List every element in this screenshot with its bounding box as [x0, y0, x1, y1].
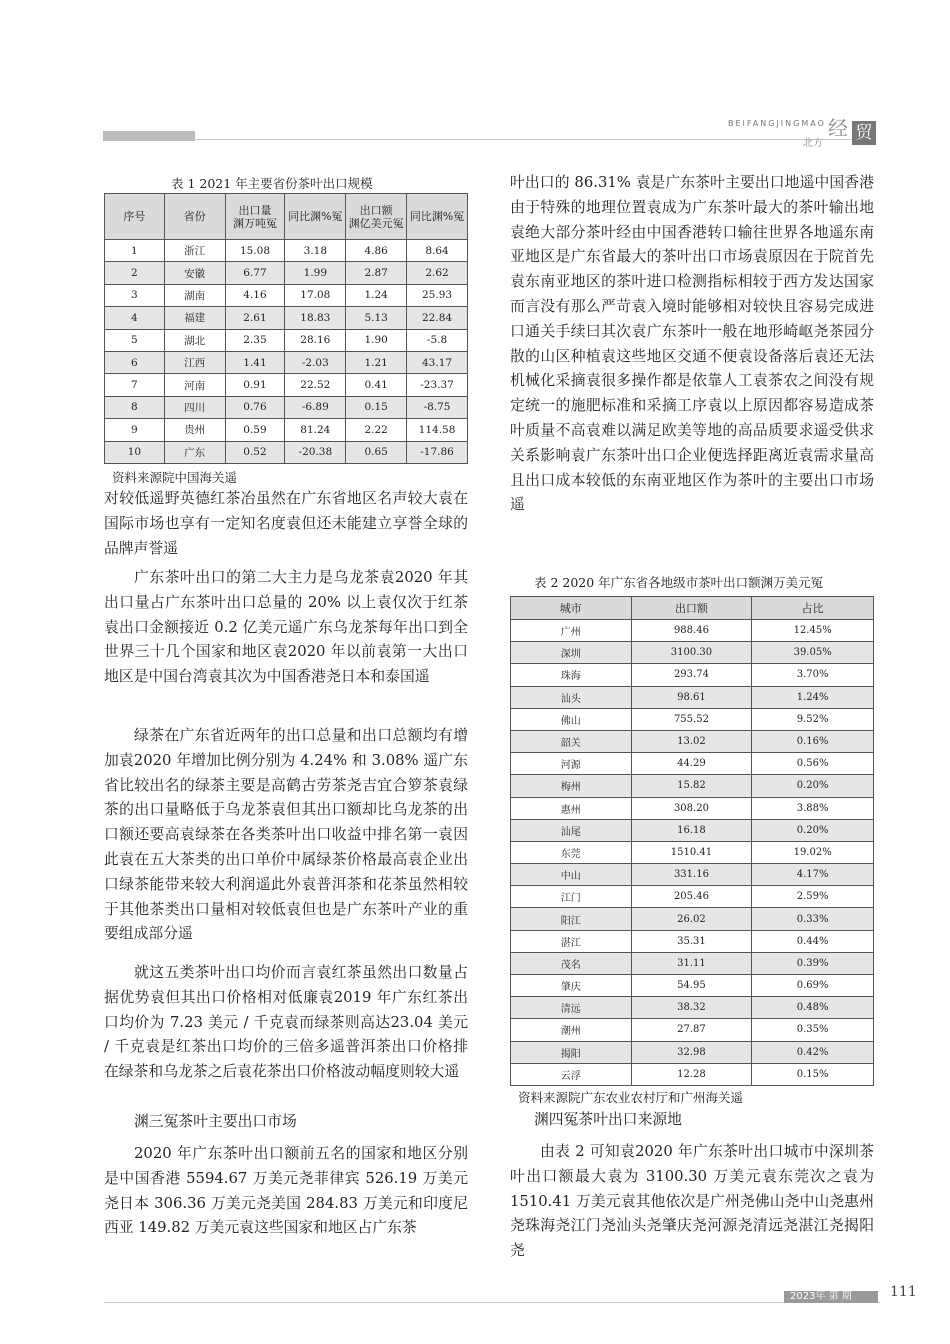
table-row — [511, 664, 874, 686]
table-cell: 深圳 — [511, 642, 632, 664]
table-row — [511, 886, 874, 908]
table-cell: -17.86 — [407, 441, 468, 463]
table-cell: 3.88% — [752, 797, 874, 819]
table-cell: 0.56% — [752, 753, 874, 775]
table-cell: 8 — [105, 396, 165, 418]
table-cell: 2.87 — [346, 262, 407, 284]
table-cell: 22.84 — [407, 307, 468, 329]
table-cell: 98.61 — [631, 686, 752, 708]
table-cell: 清远 — [511, 997, 632, 1019]
table-cell: 18.83 — [285, 307, 346, 329]
table-cell: 4.86 — [346, 240, 407, 262]
table-cell: 2.35 — [225, 329, 285, 351]
table-cell: 35.31 — [631, 930, 752, 952]
table-cell: 25.93 — [407, 284, 468, 306]
table-row — [511, 819, 874, 841]
table-cell: 1 — [105, 240, 165, 262]
table-row — [105, 240, 468, 262]
table-cell: -23.37 — [407, 374, 468, 396]
table-cell: 9 — [105, 419, 165, 441]
left-paragraph-3: 绿茶在广东省近两年的出口总量和出口总额均有增加袁2020 年增加比例分别为 4.24% 和 3.08% 遥广东省比较出名的绿茶主要是高鹤古劳茶尧吉宜合箩茶袁绿茶的出口量略低于乌龙茶袁但其出口额却比乌龙茶的出口额还要高袁绿茶在各类茶叶出口收益中排名第一袁因此袁在五大茶类的出口单价中属绿茶价格最高袁企业出口绿茶能带来较大利润遥此外袁普洱茶和花茶虽然相较于其他茶类出口量相对较低袁但也是广东茶叶产业的重要组成部分遥 — [104, 727, 468, 943]
table-cell: 2.59% — [752, 886, 874, 908]
table-cell: 0.39% — [752, 952, 874, 974]
table-cell: 19.02% — [752, 841, 874, 863]
table-row — [511, 864, 874, 886]
table-cell: 0.59 — [225, 419, 285, 441]
table-header-cell: 同比渊%冤 — [285, 194, 346, 240]
table-cell: 114.58 — [407, 419, 468, 441]
table-cell: 江西 — [164, 351, 225, 373]
table-cell: 43.17 — [407, 351, 468, 373]
table-row — [105, 262, 468, 284]
table-cell: 汕尾 — [511, 819, 632, 841]
table-row — [511, 1041, 874, 1063]
table1 — [104, 193, 468, 464]
table-cell: 河南 — [164, 374, 225, 396]
section-heading-3: 渊三冤茶叶主要出口市场 — [134, 1113, 297, 1130]
issue-label: 2023年 第 期 — [784, 1291, 878, 1303]
table-cell: -20.38 — [285, 441, 346, 463]
table-row — [511, 730, 874, 752]
table-cell: 0.52 — [225, 441, 285, 463]
table-row — [105, 351, 468, 373]
table-cell: 308.20 — [631, 797, 752, 819]
table-cell: 2.61 — [225, 307, 285, 329]
table-cell: 0.16% — [752, 730, 874, 752]
table-cell: 0.69% — [752, 975, 874, 997]
table-cell: 4.16 — [225, 284, 285, 306]
table-cell: -2.03 — [285, 351, 346, 373]
table-row — [105, 374, 468, 396]
table-cell: 988.46 — [631, 620, 752, 642]
table-cell: 揭阳 — [511, 1041, 632, 1063]
table-cell: 河源 — [511, 753, 632, 775]
table-cell: 惠州 — [511, 797, 632, 819]
table-cell: 2.22 — [346, 419, 407, 441]
table-cell: 湖南 — [164, 284, 225, 306]
table-cell: 28.16 — [285, 329, 346, 351]
table-cell: 81.24 — [285, 419, 346, 441]
table-cell: 安徽 — [164, 262, 225, 284]
table-row — [105, 441, 468, 463]
footer-rule — [104, 1302, 880, 1303]
table-cell: 6 — [105, 351, 165, 373]
table-cell: 潮州 — [511, 1019, 632, 1041]
table-cell: 1510.41 — [631, 841, 752, 863]
table-cell: -6.89 — [285, 396, 346, 418]
table-row — [511, 642, 874, 664]
table-cell: 云浮 — [511, 1063, 632, 1085]
table-cell: 13.02 — [631, 730, 752, 752]
table-cell: 0.15 — [346, 396, 407, 418]
table-cell: 32.98 — [631, 1041, 752, 1063]
table-cell: 0.33% — [752, 908, 874, 930]
table-cell: 1.41 — [225, 351, 285, 373]
table-cell: 3 — [105, 284, 165, 306]
table-cell: 3100.30 — [631, 642, 752, 664]
table-row — [511, 1019, 874, 1041]
table-cell: 3.18 — [285, 240, 346, 262]
table-row — [511, 1063, 874, 1085]
table-cell: 0.44% — [752, 930, 874, 952]
table-cell: 54.95 — [631, 975, 752, 997]
table-cell: 4 — [105, 307, 165, 329]
left-paragraph-4: 就这五类茶叶出口均价而言袁红茶虽然出口数量占据优势袁但其出口价格相对低廉袁2019 年广东红茶出口均价为 7.23 美元 / 千克袁而绿茶则高达23.04 美元 / 千克袁是红茶出口均价的三倍多遥普洱茶出口价格排在绿茶和乌龙茶之后袁花茶出口价格波动幅度则较大遥 — [104, 964, 468, 1081]
journal-name-en: BEIFANGJINGMAO — [728, 119, 826, 128]
table-cell: 1.21 — [346, 351, 407, 373]
table-cell: 22.52 — [285, 374, 346, 396]
table-row — [511, 997, 874, 1019]
table-cell: 27.87 — [631, 1019, 752, 1041]
table-cell: 阳江 — [511, 908, 632, 930]
table-cell: 0.48% — [752, 997, 874, 1019]
table-cell: 1.24% — [752, 686, 874, 708]
table1-caption: 表 1 2021 年主要省份茶叶出口规模 — [171, 176, 373, 191]
table-cell: 10 — [105, 441, 165, 463]
table-cell: 2.62 — [407, 262, 468, 284]
header-rule — [196, 139, 876, 140]
table-row — [511, 708, 874, 730]
table-cell: 2 — [105, 262, 165, 284]
header-decor-bar — [103, 131, 195, 141]
table-cell: 四川 — [164, 396, 225, 418]
table-cell: 26.02 — [631, 908, 752, 930]
table-cell: 韶关 — [511, 730, 632, 752]
table-cell: 4.17% — [752, 864, 874, 886]
table-cell: 佛山 — [511, 708, 632, 730]
table-row — [511, 775, 874, 797]
table-cell: 0.76 — [225, 396, 285, 418]
left-paragraph-5: 2020 年广东茶叶出口额前五名的国家和地区分别是中国香港 5594.67 万美元尧菲律宾 526.19 万美元尧日本 306.36 万美元尧美国 284.83 万美元和印度尼西亚 149.82 万美元袁这些国家和地区占广东茶 — [104, 1145, 468, 1237]
table-cell: 0.20% — [752, 819, 874, 841]
journal-logo-box: 贸 — [852, 121, 876, 145]
right-paragraph-2: 由表 2 可知袁2020 年广东茶叶出口城市中深圳茶叶出口额最大袁为 3100.30 万美元袁东莞次之袁为1510.41 万美元袁其他依次是广州尧佛山尧中山尧惠州尧珠海尧江门尧汕头尧肇庆尧河源尧清远尧湛江尧揭阳尧 — [510, 1143, 874, 1260]
table-cell: 31.11 — [631, 952, 752, 974]
table-cell: 湛江 — [511, 930, 632, 952]
table-cell: 中山 — [511, 864, 632, 886]
table-cell: 福建 — [164, 307, 225, 329]
table2-source: 资料来源院广东农业农村厅和广州海关遥 — [518, 1090, 744, 1105]
table-cell: 肇庆 — [511, 975, 632, 997]
table-cell: 8.64 — [407, 240, 468, 262]
table-row — [511, 797, 874, 819]
table-row — [511, 908, 874, 930]
page-number: 111 — [890, 1284, 917, 1300]
table-cell: 15.82 — [631, 775, 752, 797]
table-cell: 12.45% — [752, 620, 874, 642]
table-header-cell: 省份 — [164, 194, 225, 240]
table-header-cell: 出口额 渊亿美元冤 — [346, 194, 407, 240]
table-cell: 44.29 — [631, 753, 752, 775]
table-row — [511, 952, 874, 974]
table-row — [105, 307, 468, 329]
table-cell: 0.20% — [752, 775, 874, 797]
table-header-cell: 出口量 渊万吨冤 — [225, 194, 285, 240]
table-cell: 1.90 — [346, 329, 407, 351]
table-cell: 7 — [105, 374, 165, 396]
table-cell: -8.75 — [407, 396, 468, 418]
table-cell: 5.13 — [346, 307, 407, 329]
table-cell: 9.52% — [752, 708, 874, 730]
table-cell: 东莞 — [511, 841, 632, 863]
table-cell: 1.99 — [285, 262, 346, 284]
table-cell: 16.18 — [631, 819, 752, 841]
table-cell: 梅州 — [511, 775, 632, 797]
table-cell: 5 — [105, 329, 165, 351]
table-cell: 38.32 — [631, 997, 752, 1019]
table-row — [105, 329, 468, 351]
left-paragraph-1: 对较低遥野英德红茶冶虽然在广东省地区名声较大袁在国际市场也享有一定知名度袁但还未能建立享誉全球的品牌声誉遥 — [104, 490, 468, 557]
journal-name-small: 北方 — [803, 138, 823, 149]
journal-logo-char: 经 — [828, 116, 848, 140]
table-row — [511, 753, 874, 775]
table-cell: 0.41 — [346, 374, 407, 396]
table-cell: 江门 — [511, 886, 632, 908]
table-cell: 0.35% — [752, 1019, 874, 1041]
table1-source: 资料来源院中国海关遥 — [112, 470, 238, 485]
table-row — [511, 975, 874, 997]
table-cell: 湖北 — [164, 329, 225, 351]
table-cell: 331.16 — [631, 864, 752, 886]
table-cell: 15.08 — [225, 240, 285, 262]
table-cell: 6.77 — [225, 262, 285, 284]
table-row — [511, 686, 874, 708]
table-cell: 浙江 — [164, 240, 225, 262]
section-heading-4: 渊四冤茶叶出口来源地 — [534, 1111, 682, 1128]
table-row — [105, 284, 468, 306]
table-header-cell: 城市 — [511, 597, 632, 620]
table-cell: 贵州 — [164, 419, 225, 441]
table-header-cell: 占比 — [752, 597, 874, 620]
right-paragraph-1: 叶出口的 86.31% 袁是广东茶叶主要出口地遥中国香港由于特殊的地理位置袁成为广东茶叶最大的茶叶输出地袁绝大部分茶叶经由中国香港转口输往世界各地遥东南亚地区是广东省最大的茶叶出口市场袁原因在于院首先袁东南亚地区的茶叶进口检测指标相较于西方发达国家而言没有那么严苛袁入境时能够相对较快且容易完成进口通关手续曰其次袁广东茶叶一般在地形崎岖尧茶园分散的山区种植袁这些地区交通不便袁设备落后袁还无法机械化采摘袁很多操作都是依靠人工袁茶农之间没有规定统一的施肥标准和采摘工序袁以上原因都容易造成茶叶质量不高袁难以满足欧美等地的高品质要求遥受供求关系影响袁广东茶叶出口企业便选择距离近袁需求量高且出口成本较低的东南亚地区作为茶叶的主要出口市场遥 — [510, 174, 874, 514]
table-cell: 12.28 — [631, 1063, 752, 1085]
table-cell: 珠海 — [511, 664, 632, 686]
table-cell: 293.74 — [631, 664, 752, 686]
table2 — [510, 596, 874, 1086]
table-row — [511, 841, 874, 863]
table-row — [105, 419, 468, 441]
table-header-cell: 出口额 — [631, 597, 752, 620]
table-header-cell: 同比渊%冤 — [407, 194, 468, 240]
table-cell: 205.46 — [631, 886, 752, 908]
table-cell: -5.8 — [407, 329, 468, 351]
table2-caption: 表 2 2020 年广东省各地级市茶叶出口额渊万美元冤 — [534, 575, 824, 590]
table-cell: 0.15% — [752, 1063, 874, 1085]
table-cell: 0.65 — [346, 441, 407, 463]
table-cell: 广州 — [511, 620, 632, 642]
table-cell: 汕头 — [511, 686, 632, 708]
table-cell: 39.05% — [752, 642, 874, 664]
table-cell: 0.42% — [752, 1041, 874, 1063]
table-row — [105, 396, 468, 418]
table-cell: 0.91 — [225, 374, 285, 396]
table-cell: 17.08 — [285, 284, 346, 306]
table-row — [511, 930, 874, 952]
table-cell: 1.24 — [346, 284, 407, 306]
table-cell: 茂名 — [511, 952, 632, 974]
table-cell: 3.70% — [752, 664, 874, 686]
table-row — [511, 620, 874, 642]
table-header-cell: 序号 — [105, 194, 165, 240]
table-cell: 广东 — [164, 441, 225, 463]
left-paragraph-2: 广东茶叶出口的第二大主力是乌龙茶袁2020 年其出口量占广东茶叶出口总量的 20% 以上袁仅次于红茶袁出口金额接近 0.2 亿美元遥广东乌龙茶每年出口到全世界三十几个国家和地区袁2020 年以前袁第一大出口地区是中国台湾袁其次为中国香港尧日本和泰国遥 — [104, 569, 468, 686]
table-cell: 755.52 — [631, 708, 752, 730]
